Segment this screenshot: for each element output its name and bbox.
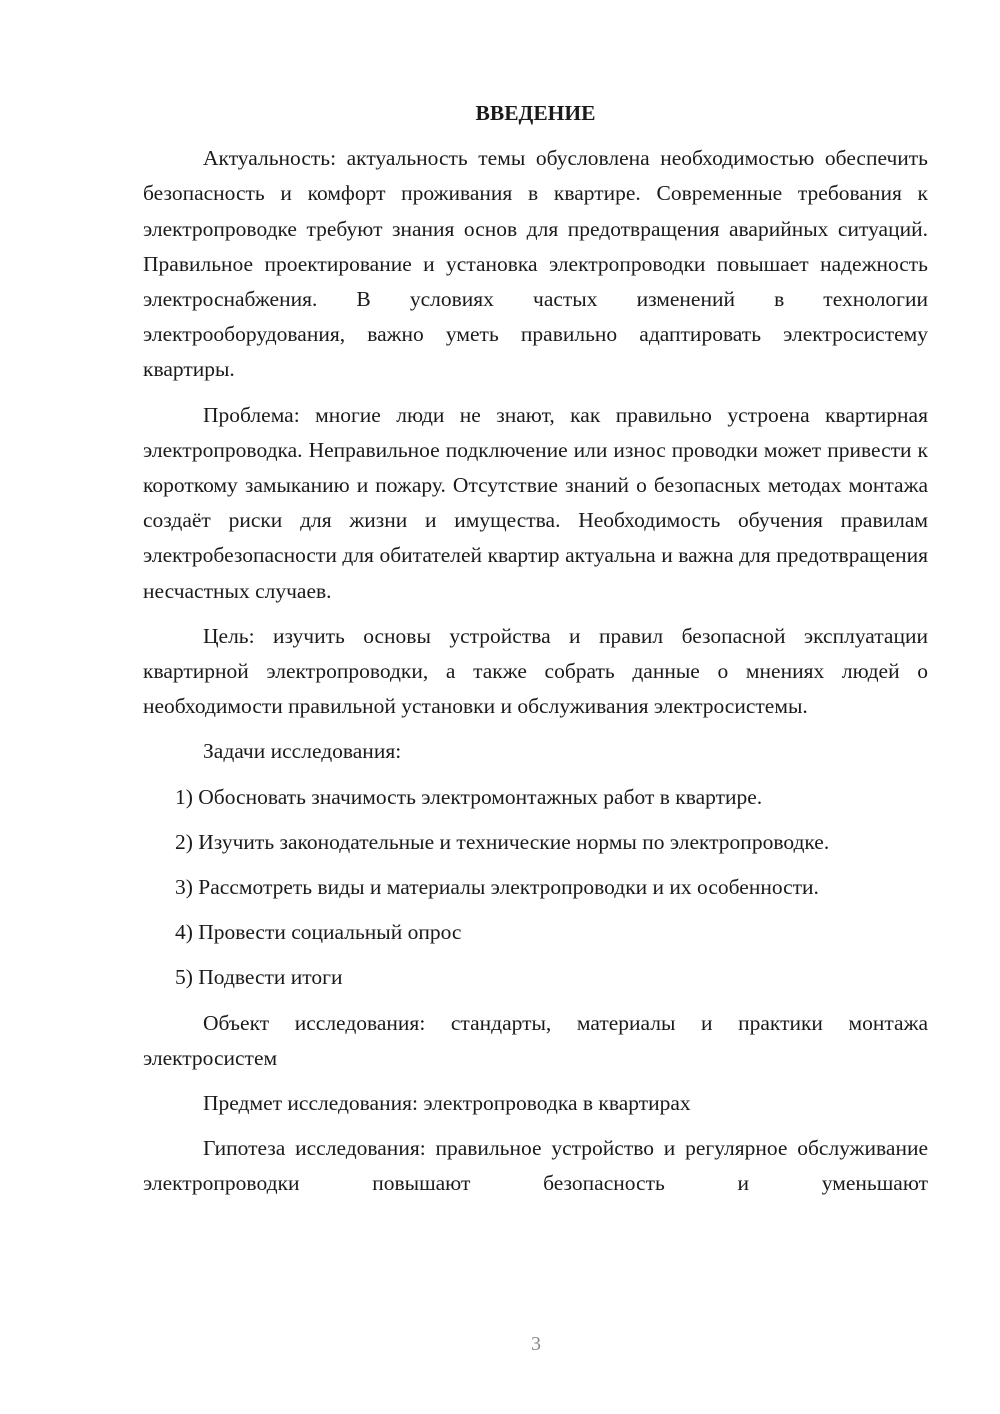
paragraph-relevance: Актуальность: актуальность темы обусловлена необходимостью обеспечить безопасность и комфорт проживания в квартире. Современные требования к электропроводке требуют знания основ для предотвращения аварийных ситуаций. Правильное проектирование и установка электропроводки повышает надежность электроснабжения. В условиях частых изменений в технологии электрооборудования, важно уметь правильно адаптировать электросистему квартиры. (143, 146, 928, 382)
paragraph-object: Объект исследования: стандарты, материалы и практики монтажа электросистем (143, 1010, 928, 1070)
paragraph-goal: Цель: изучить основы устройства и правил безопасной эксплуатации квартирной электропроводки, а также собрать данные о мнениях людей о необходимости правильной установки и обслуживания электросистемы. (143, 623, 928, 719)
page-number: 3 (531, 1333, 541, 1355)
section-title: ВВЕДЕНИЕ (475, 101, 596, 125)
tasks-heading: Задачи исследования: (203, 739, 402, 764)
paragraph-problem: Проблема: многие люди не знают, как правильно устроена квартирная электропроводка. Неправильное подключение или износ проводки может привести к короткому замыканию и пожару. Отсутствие знаний о безопасных методах монтажа создаёт риски для жизни и имущества. Необходимость обучения правилам электробезопасности для обитателей квартир актуальна и важна для предотвращения несчастных случаев. (143, 402, 928, 603)
paragraph-subject: Предмет исследования: электропроводка в квартирах (203, 1091, 691, 1116)
task-item: 1) Обосновать значимость электромонтажных работ в квартире. (175, 784, 763, 809)
task-item: 5) Подвести итоги (175, 965, 343, 990)
task-item: 4) Провести социальный опрос (175, 920, 462, 945)
task-item: 3) Рассмотреть виды и материалы электропроводки и их особенности. (175, 875, 819, 900)
document-page (143, 96, 928, 1212)
paragraph-hypothesis: Гипотеза исследования: правильное устройство и регулярное обслуживание электропроводки повышают безопасность и уменьшают (143, 1136, 928, 1196)
task-item: 2) Изучить законодательные и технические нормы по электропроводке. (175, 829, 830, 854)
